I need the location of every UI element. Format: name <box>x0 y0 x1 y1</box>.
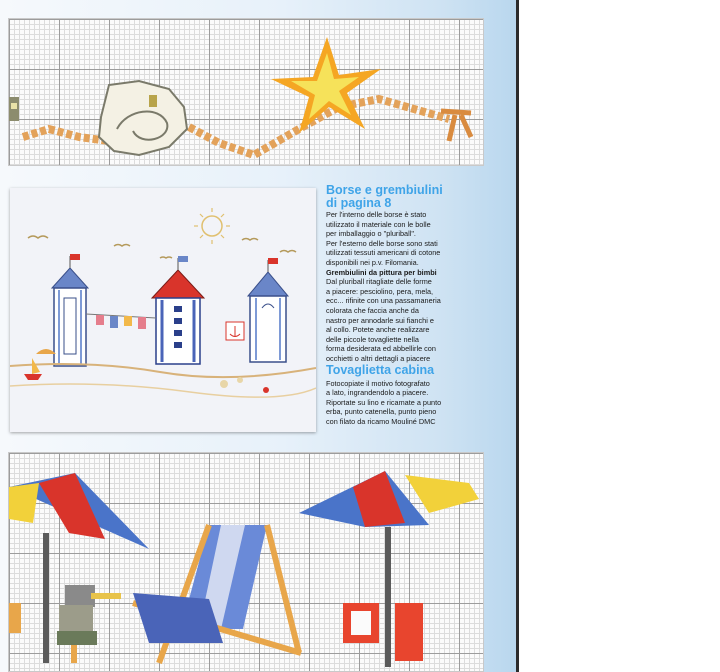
text-line: al collo. Potete anche realizzare <box>326 325 430 335</box>
article-heading <box>326 184 474 210</box>
paragraph-placemat <box>326 379 474 427</box>
deckchair <box>133 525 301 663</box>
text-line: Per l'interno delle borse è stato <box>326 210 427 219</box>
text-line: erba, punto catenella, punto pieno <box>326 407 437 417</box>
article-text <box>326 184 474 426</box>
top-cross-stitch-chart <box>8 18 484 166</box>
text-line: a lato, ingrandendolo a piacere. <box>326 388 429 398</box>
text-line: colorata che faccia anche da <box>326 305 419 315</box>
seashell <box>99 81 187 155</box>
text-line: con filato da ricamo Mouliné DMC <box>326 416 436 426</box>
text-line: forma desiderata ed abbellirle con <box>326 344 436 354</box>
embroidered-placemat-photo <box>10 188 316 432</box>
right-umbrella <box>299 471 479 667</box>
heading-line-1: Borse e grembiulini <box>326 183 443 197</box>
text-line: delle piccole tovagliette nella <box>326 334 419 344</box>
umbrella-pole <box>43 533 49 663</box>
life-buoy <box>343 603 423 661</box>
text-line: occhietti o altri dettagli a piacere <box>326 353 431 363</box>
text-line: per imballaggio o "pluriball". <box>326 229 416 239</box>
page-edge <box>516 0 519 672</box>
text-line: Per l'esterno delle borse sono stati <box>326 238 438 248</box>
text-line: a piacere: pesciolino, pera, mela, <box>326 286 434 296</box>
text-line: disponibili nei p.v. Filomania. <box>326 257 419 267</box>
heading-line-2: di pagina 8 <box>326 196 392 210</box>
rope-end <box>441 111 471 141</box>
umbrella-deckchair-motif <box>9 453 483 671</box>
bottom-cross-stitch-chart <box>8 452 484 672</box>
text-line: nastro per annodarle sui fianchi e <box>326 315 434 325</box>
text-line: ecc... rifinite con una passamaneria <box>326 296 441 306</box>
paragraph-bags <box>326 210 474 364</box>
text-line: utilizzati tessuti americani di cotone <box>326 248 441 258</box>
rope-left <box>23 129 109 141</box>
text-line: utilizzato il materiale con le bolle <box>326 219 431 229</box>
crab <box>263 387 269 393</box>
cabin-left <box>52 268 88 366</box>
pelican <box>57 585 121 663</box>
text-line: Riportate su lino e ricamate a punto <box>326 397 442 407</box>
text-line: Dal pluriball ritagliate delle forme <box>326 277 432 287</box>
text-line: Fotocopiate il motivo fotografato <box>326 378 430 388</box>
subheading-placemat: Tovaglietta cabina <box>326 362 435 377</box>
shell-starfish-rope-motif <box>9 19 483 165</box>
paragraph-apron-title: Grembiulini da pittura per bimbi <box>326 267 437 277</box>
beach-cabins-illustration <box>10 188 316 432</box>
